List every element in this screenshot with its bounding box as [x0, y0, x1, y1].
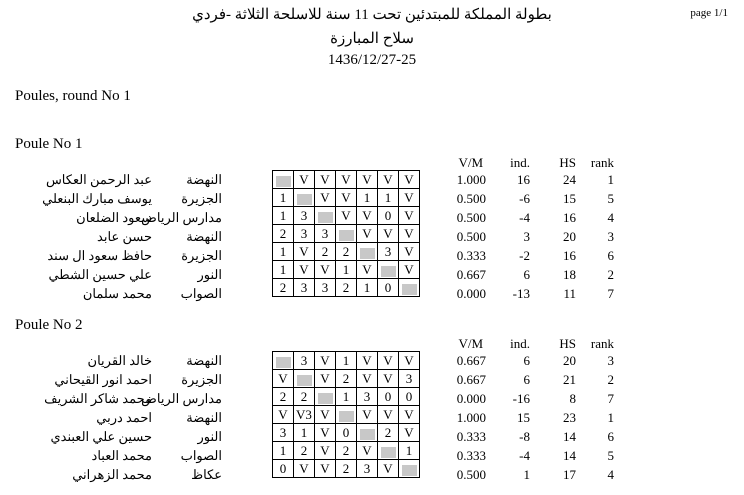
ind-value: -4 — [519, 448, 530, 463]
bout-result-cell: 2 — [273, 225, 294, 243]
vm-header: V/M — [458, 155, 483, 170]
self-bout-cell — [399, 460, 420, 478]
fencer-club: النهضة — [186, 229, 222, 244]
bout-result-cell: V — [315, 460, 336, 478]
hs-header: HS — [559, 155, 576, 170]
hs-value: 18 — [563, 267, 576, 282]
self-bout-cell — [357, 243, 378, 261]
rank-value: 1 — [607, 410, 614, 425]
self-bout-marker — [402, 465, 417, 476]
bout-result-cell: V — [315, 261, 336, 279]
fencer-club: مدارس الرياض — [141, 391, 222, 406]
bout-result-cell: V — [294, 261, 315, 279]
hs-value: 23 — [563, 410, 576, 425]
self-bout-cell — [399, 279, 420, 297]
self-bout-marker — [360, 248, 375, 259]
vm-value: 0.000 — [456, 391, 486, 406]
vm-value: 0.000 — [456, 286, 486, 301]
fencer-club: مدارس الرياض — [141, 210, 222, 225]
vm-value: 0.500 — [456, 191, 486, 206]
poule-title: Poule No 1 — [15, 136, 83, 152]
bout-result-cell: V — [357, 261, 378, 279]
bout-result-cell: 1 — [378, 189, 399, 207]
results-grid — [272, 170, 420, 297]
fencer-club: النور — [197, 267, 222, 282]
bout-result-cell: 1 — [294, 424, 315, 442]
rank-value: 5 — [607, 448, 614, 463]
bout-result-cell: 3 — [294, 352, 315, 370]
grid-row — [273, 370, 420, 388]
weapon-subtitle: سلاح المبارزة — [330, 31, 414, 47]
self-bout-marker — [339, 411, 354, 422]
vm-value: 0.667 — [456, 372, 486, 387]
bout-result-cell: 1 — [273, 261, 294, 279]
bout-result-cell: 2 — [336, 279, 357, 297]
bout-result-cell: 0 — [378, 388, 399, 406]
self-bout-cell — [336, 406, 357, 424]
fencer-club: النهضة — [186, 353, 222, 368]
bout-result-cell: 0 — [378, 279, 399, 297]
ind-value: 1 — [523, 467, 530, 482]
fencer-club: الجزيرة — [181, 248, 222, 263]
self-bout-marker — [339, 230, 354, 241]
vm-value: 1.000 — [456, 172, 486, 187]
bout-result-cell: V — [399, 243, 420, 261]
self-bout-marker — [276, 176, 291, 187]
bout-result-cell: V — [315, 442, 336, 460]
grid-row — [273, 442, 420, 460]
bout-result-cell: 1 — [273, 243, 294, 261]
bout-result-cell: 1 — [357, 189, 378, 207]
bout-result-cell: 2 — [315, 243, 336, 261]
hs-value: 20 — [563, 353, 576, 368]
hs-value: 21 — [563, 372, 576, 387]
ind-value: 6 — [523, 267, 530, 282]
bout-result-cell: V — [315, 424, 336, 442]
grid-row — [273, 225, 420, 243]
bout-result-cell: V — [399, 406, 420, 424]
hs-header: HS — [559, 336, 576, 351]
fencer-name: محمد الزهراني — [72, 467, 152, 482]
bout-result-cell: V — [399, 207, 420, 225]
self-bout-marker — [381, 447, 396, 458]
bout-result-cell: 3 — [357, 460, 378, 478]
vm-value: 0.333 — [456, 448, 486, 463]
vm-value: 0.667 — [456, 353, 486, 368]
grid-row — [273, 207, 420, 225]
bout-result-cell: V — [357, 352, 378, 370]
bout-result-cell: 1 — [273, 442, 294, 460]
bout-result-cell: 1 — [357, 279, 378, 297]
hs-value: 14 — [563, 448, 576, 463]
bout-result-cell: 3 — [315, 279, 336, 297]
bout-result-cell: V — [399, 261, 420, 279]
grid-row — [273, 261, 420, 279]
rank-value: 3 — [607, 229, 614, 244]
fencer-name: محمد العباد — [91, 448, 152, 463]
bout-result-cell: 3 — [294, 225, 315, 243]
ind-value: 3 — [523, 229, 530, 244]
vm-value: 1.000 — [456, 410, 486, 425]
self-bout-marker — [402, 284, 417, 295]
bout-result-cell: V — [336, 207, 357, 225]
grid-row — [273, 243, 420, 261]
grid-row — [273, 352, 420, 370]
round-title: Poules, round No 1 — [15, 88, 131, 104]
bout-result-cell: V — [315, 370, 336, 388]
bout-result-cell: V — [294, 460, 315, 478]
bout-result-cell: V — [378, 171, 399, 189]
grid-row — [273, 406, 420, 424]
event-title: بطولة المملكة للمبتدئين تحت 11 سنة للاسلحة الثلاثة -فردي — [192, 7, 552, 23]
bout-result-cell: 3 — [273, 424, 294, 442]
vm-value: 0.333 — [456, 429, 486, 444]
fencer-name: احمد دربي — [96, 410, 152, 425]
grid-row — [273, 460, 420, 478]
bout-result-cell: V — [273, 370, 294, 388]
ind-value: 15 — [517, 410, 530, 425]
fencer-name: حسن عابد — [97, 229, 152, 244]
bout-result-cell: V — [294, 243, 315, 261]
bout-result-cell: V — [357, 370, 378, 388]
fencer-club: عكاظ — [191, 467, 222, 482]
bout-result-cell: 3 — [315, 225, 336, 243]
bout-result-cell: V — [399, 352, 420, 370]
self-bout-marker — [297, 375, 312, 386]
bout-result-cell: 2 — [336, 442, 357, 460]
rank-value: 7 — [607, 286, 614, 301]
grid-row — [273, 189, 420, 207]
bout-result-cell: V — [378, 225, 399, 243]
bout-result-cell: 1 — [273, 189, 294, 207]
ind-value: -4 — [519, 210, 530, 225]
rank-value: 2 — [607, 267, 614, 282]
bout-result-cell: 3 — [399, 370, 420, 388]
bout-result-cell: V — [294, 171, 315, 189]
poule-title: Poule No 2 — [15, 317, 83, 333]
vm-value: 0.500 — [456, 210, 486, 225]
ind-value: 6 — [523, 353, 530, 368]
bout-result-cell: V — [399, 171, 420, 189]
fencer-club: النور — [197, 429, 222, 444]
bout-result-cell: 3 — [294, 279, 315, 297]
ind-header: ind. — [510, 155, 530, 170]
self-bout-marker — [381, 266, 396, 277]
bout-result-cell: V — [357, 442, 378, 460]
bout-result-cell: V — [315, 171, 336, 189]
fencer-name: عبد الرحمن العكاس — [45, 172, 152, 187]
self-bout-cell — [273, 171, 294, 189]
bout-result-cell: V — [273, 406, 294, 424]
self-bout-cell — [294, 370, 315, 388]
vm-header: V/M — [458, 336, 483, 351]
bout-result-cell: 2 — [294, 442, 315, 460]
fencer-name: محمد شاكر الشريف — [44, 391, 152, 406]
bout-result-cell: V — [399, 189, 420, 207]
bout-result-cell: 2 — [336, 243, 357, 261]
fencer-name: احمد انور القيحاني — [54, 372, 152, 387]
ind-value: -6 — [519, 191, 530, 206]
rank-value: 4 — [607, 210, 614, 225]
self-bout-cell — [378, 261, 399, 279]
hs-value: 16 — [563, 210, 576, 225]
grid-row — [273, 388, 420, 406]
rank-value: 4 — [607, 467, 614, 482]
bout-result-cell: V — [357, 406, 378, 424]
bout-result-cell: V — [357, 207, 378, 225]
bout-result-cell: V — [378, 370, 399, 388]
fencer-name: حسين علي العبندي — [50, 429, 152, 444]
self-bout-cell — [294, 189, 315, 207]
ind-value: -13 — [512, 286, 530, 301]
bout-result-cell: 2 — [336, 370, 357, 388]
vm-value: 0.500 — [456, 467, 486, 482]
grid-row — [273, 171, 420, 189]
ind-value: 16 — [517, 172, 530, 187]
rank-value: 2 — [607, 372, 614, 387]
fencer-club: الصواب — [180, 448, 222, 463]
bout-result-cell: 1 — [336, 352, 357, 370]
self-bout-cell — [378, 442, 399, 460]
bout-result-cell: V — [336, 189, 357, 207]
bout-result-cell: 0 — [336, 424, 357, 442]
self-bout-marker — [360, 429, 375, 440]
bout-result-cell: 0 — [378, 207, 399, 225]
grid-row — [273, 424, 420, 442]
self-bout-cell — [315, 207, 336, 225]
results-grid — [272, 351, 420, 478]
hs-value: 14 — [563, 429, 576, 444]
bout-result-cell: V — [357, 171, 378, 189]
fencer-name: حافظ سعود ال سند — [47, 248, 152, 263]
rank-value: 1 — [607, 172, 614, 187]
rank-value: 5 — [607, 191, 614, 206]
bout-result-cell: 3 — [357, 388, 378, 406]
fencer-club: الجزيرة — [181, 191, 222, 206]
hs-value: 16 — [563, 248, 576, 263]
bout-result-cell: V — [357, 225, 378, 243]
hs-value: 17 — [563, 467, 576, 482]
rank-value: 7 — [607, 391, 614, 406]
fencer-club: النهضة — [186, 410, 222, 425]
rank-value: 6 — [607, 429, 614, 444]
fencer-name: يوسف مبارك البنعلي — [42, 191, 152, 206]
rank-value: 6 — [607, 248, 614, 263]
bout-result-cell: 1 — [336, 261, 357, 279]
ind-value: 6 — [523, 372, 530, 387]
vm-value: 0.333 — [456, 248, 486, 263]
hs-value: 15 — [563, 191, 576, 206]
fencer-club: الجزيرة — [181, 372, 222, 387]
vm-value: 0.500 — [456, 229, 486, 244]
self-bout-cell — [336, 225, 357, 243]
bout-result-cell: V — [315, 352, 336, 370]
bout-result-cell: 2 — [378, 424, 399, 442]
self-bout-cell — [273, 352, 294, 370]
self-bout-marker — [318, 212, 333, 223]
fencer-club: الصواب — [180, 286, 222, 301]
self-bout-cell — [315, 388, 336, 406]
bout-result-cell: 3 — [378, 243, 399, 261]
fencer-name: علي حسين الشطي — [48, 267, 152, 282]
bout-result-cell: 0 — [273, 460, 294, 478]
ind-value: -16 — [512, 391, 530, 406]
bout-result-cell: 0 — [399, 388, 420, 406]
bout-result-cell: 2 — [294, 388, 315, 406]
self-bout-marker — [276, 357, 291, 368]
ind-value: -2 — [519, 248, 530, 263]
rank-value: 3 — [607, 353, 614, 368]
event-date: 1436/12/27-25 — [327, 52, 417, 68]
bout-result-cell: V — [315, 406, 336, 424]
hs-value: 8 — [569, 391, 576, 406]
grid-row — [273, 279, 420, 297]
hs-value: 20 — [563, 229, 576, 244]
bout-result-cell: V — [378, 460, 399, 478]
self-bout-marker — [297, 194, 312, 205]
fencer-name: سعود الضلعان — [76, 210, 152, 225]
vm-value: 0.667 — [456, 267, 486, 282]
bout-result-cell: V — [378, 406, 399, 424]
ind-header: ind. — [510, 336, 530, 351]
fencer-name: محمد سلمان — [82, 286, 152, 301]
bout-result-cell: V — [378, 352, 399, 370]
self-bout-cell — [357, 424, 378, 442]
bout-result-cell: 1 — [273, 207, 294, 225]
rank-header: rank — [590, 336, 614, 351]
bout-result-cell: 2 — [273, 388, 294, 406]
ind-value: -8 — [519, 429, 530, 444]
fencer-name: خالد القريان — [87, 353, 152, 368]
bout-result-cell: V3 — [294, 406, 315, 424]
page-number: page 1/1 — [690, 7, 728, 19]
hs-value: 24 — [563, 172, 576, 187]
bout-result-cell: V — [399, 424, 420, 442]
rank-header: rank — [590, 155, 614, 170]
bout-result-cell: 1 — [399, 442, 420, 460]
bout-result-cell: V — [399, 225, 420, 243]
hs-value: 11 — [563, 286, 576, 301]
bout-result-cell: V — [315, 189, 336, 207]
bout-result-cell: 1 — [336, 388, 357, 406]
bout-result-cell: 2 — [273, 279, 294, 297]
bout-result-cell: 2 — [336, 460, 357, 478]
bout-result-cell: V — [336, 171, 357, 189]
fencer-club: النهضة — [186, 172, 222, 187]
bout-result-cell: 3 — [294, 207, 315, 225]
self-bout-marker — [318, 393, 333, 404]
